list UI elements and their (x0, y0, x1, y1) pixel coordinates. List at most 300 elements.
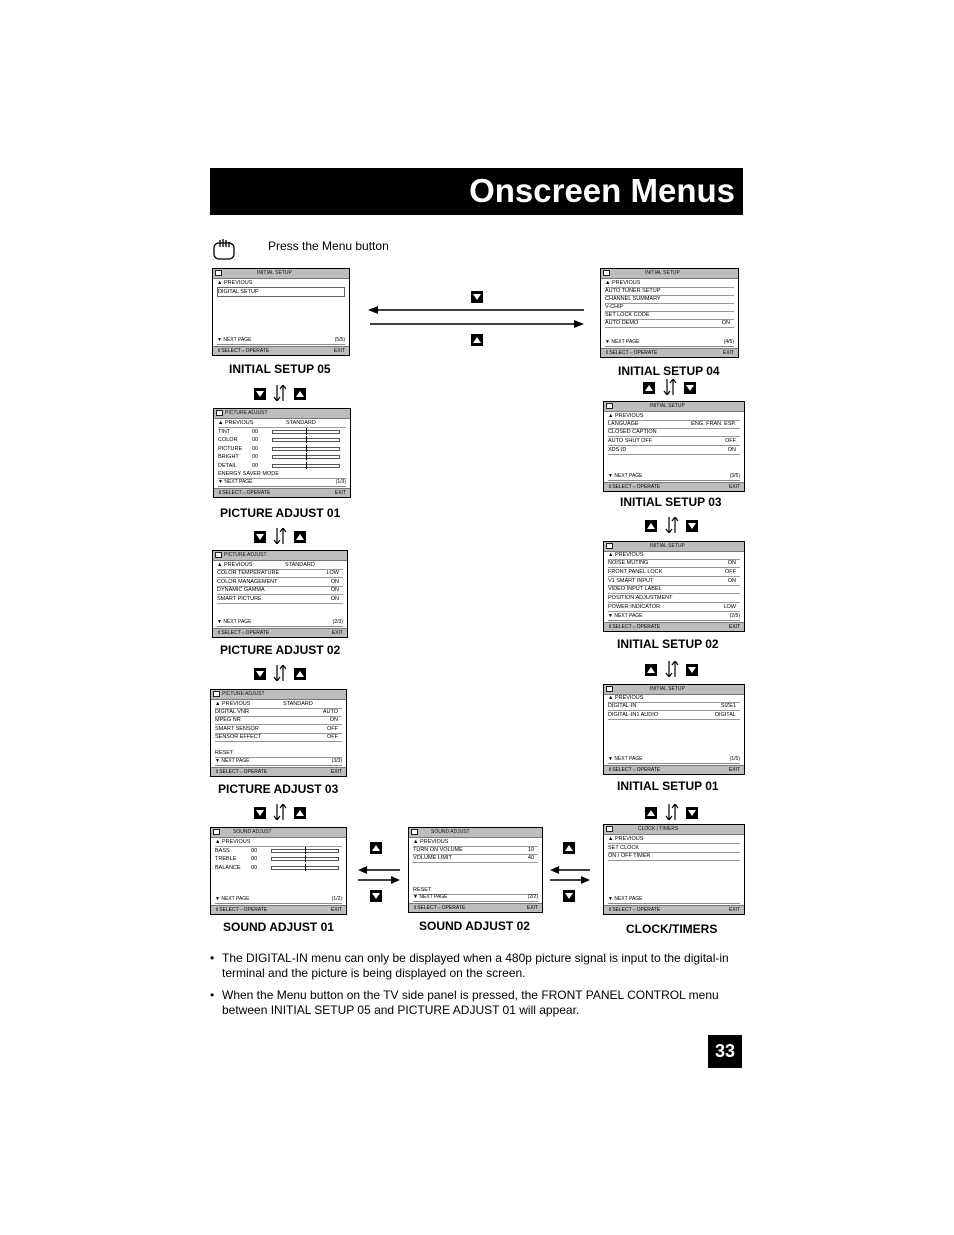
row-label: AUTO SHUT OFF (608, 438, 653, 444)
up-arrow-icon (563, 842, 575, 854)
up-arrow-icon (294, 668, 306, 680)
up-down-arrow-icon (665, 804, 679, 820)
menu-header (214, 409, 350, 419)
previous-label: PREVIOUS (221, 701, 251, 707)
menu-row[interactable] (215, 847, 342, 855)
double-arrow-icon (368, 304, 586, 330)
menu-initial-setup-03 (603, 401, 745, 492)
exit-hint: EXIT (334, 490, 346, 496)
previous-label: PREVIOUS (614, 836, 644, 842)
down-arrow-icon (254, 668, 266, 680)
caption-initial-setup-05: INITIAL SETUP 05 (229, 362, 331, 376)
row-value: 00 (252, 454, 259, 460)
row-label: LANGUAGE (608, 421, 639, 427)
menu-header-title: INITIAL SETUP (257, 270, 292, 276)
slider[interactable] (271, 849, 339, 853)
menu-previous[interactable]: ▲ PREVIOUS (608, 551, 740, 560)
menu-row[interactable] (608, 702, 740, 711)
row-label: DIGITAL-IN (608, 703, 637, 709)
page-indicator: (2/2) (527, 894, 538, 900)
menu-row[interactable] (217, 586, 343, 595)
up-down-arrow-icon (665, 661, 679, 677)
row-label: COLOR MANAGEMENT (217, 579, 278, 585)
operate-hint: OPERATE (245, 348, 270, 354)
previous-label: PREVIOUS (614, 413, 644, 419)
row-value: 00 (252, 437, 259, 443)
operate-hint: OPERATE (246, 490, 271, 496)
next-label: NEXT PAGE (221, 896, 250, 902)
menu-next-page[interactable]: ▼ NEXT PAGE (3/5) (608, 473, 740, 479)
reset-label: RESET (413, 887, 432, 893)
row-value: 00 (252, 429, 259, 435)
note-front-panel: • When the Menu button on the TV side panel is pressed, the FRONT PANEL CONTROL menu between INITIAL SETUP 05 and PICTURE ADJUST 01 will appear. (210, 988, 750, 1020)
row-value: ON (330, 587, 339, 593)
menu-header-title: CLOCK / TIMERS (638, 826, 679, 832)
tv-icon (215, 270, 222, 276)
up-arrow-icon (643, 382, 655, 394)
select-hint: SELECT (221, 348, 241, 354)
slider[interactable] (272, 430, 340, 434)
row-label: PICTURE (218, 446, 243, 452)
select-hint: SELECT (612, 624, 632, 630)
menu-next-page[interactable]: ▼ NEXT PAGE (2/3) (217, 619, 343, 625)
row-label: DETAIL (218, 463, 237, 469)
menu-header-title: INITIAL SETUP (645, 270, 680, 276)
menu-row[interactable] (608, 852, 740, 861)
menu-sound-adjust-02 (408, 827, 543, 913)
menu-next-page[interactable]: ▼ NEXT PAGE (1/2) (215, 896, 342, 902)
row-value: LOW (723, 604, 736, 610)
menu-row[interactable] (608, 437, 740, 446)
menu-header (213, 551, 347, 561)
slider[interactable] (272, 464, 340, 468)
slider[interactable] (272, 438, 340, 442)
double-arrow-icon (358, 866, 400, 884)
operate-hint: OPERATE (636, 767, 661, 773)
operate-hint: OPERATE (441, 905, 466, 911)
exit-hint: EXIT (526, 905, 538, 911)
menu-header (601, 269, 738, 279)
menu-row[interactable] (218, 445, 346, 453)
previous-label: PREVIOUS (223, 280, 253, 286)
row-label: SMART SENSOR (215, 726, 259, 732)
row-value: AUTO (322, 709, 338, 715)
exit-hint: EXIT (330, 907, 342, 913)
note-text: The DIGITAL-IN menu can only be displayed when a 480p picture signal is input to the digital-in terminal and the picture is being displayed on the screen. (222, 951, 729, 980)
menu-initial-setup-01 (603, 684, 745, 775)
previous-label: PREVIOUS (614, 552, 644, 558)
row-label: NOISE MUTING (608, 560, 649, 566)
menu-row[interactable] (608, 559, 740, 568)
menu-row[interactable] (413, 854, 538, 863)
caption-initial-setup-03: INITIAL SETUP 03 (620, 495, 722, 509)
slider[interactable] (272, 455, 340, 459)
menu-next-page[interactable]: ▼ NEXT PAGE (1/5) (608, 756, 740, 762)
previous-label: PREVIOUS (419, 839, 449, 845)
page-indicator: (4/5) (723, 339, 734, 345)
row-label: DYNAMIC GAMMA (217, 587, 265, 593)
menu-header-title: INITIAL SETUP (650, 403, 685, 409)
menu-footer: ⇕SELECT⇔OPERATE EXIT (213, 346, 349, 355)
menu-footer: ⇕SELECT⇔OPERATE EXIT (211, 767, 346, 776)
next-label: NEXT PAGE (223, 619, 252, 625)
row-label: SET LOCK CODE (605, 312, 650, 318)
menu-row[interactable] (215, 864, 342, 872)
up-arrow-icon (294, 388, 306, 400)
menu-next-page[interactable]: ▼ NEXT PAGE (5/5) (217, 337, 345, 343)
menu-row[interactable] (218, 436, 346, 444)
down-arrow-icon (684, 382, 696, 394)
up-arrow-icon (370, 842, 382, 854)
slider[interactable] (272, 447, 340, 451)
down-arrow-icon (563, 890, 575, 902)
row-value: SIZE1 (720, 703, 736, 709)
row-value: OFF (327, 734, 338, 740)
menu-header (604, 402, 744, 412)
row-value: 00 (251, 848, 258, 854)
menu-footer: ⇕SELECT⇔OPERATE EXIT (214, 488, 350, 497)
row-label: POSITION ADJUSTMENT (608, 595, 673, 601)
menu-next-page[interactable]: ▼ NEXT PAGE (3/3) (215, 758, 342, 764)
menu-row[interactable] (215, 733, 342, 742)
row-label: POWER INDICATOR (608, 604, 661, 610)
hand-press-icon (212, 237, 238, 263)
page-indicator: (1/2) (331, 896, 342, 902)
row-value: OFF (725, 438, 736, 444)
row-value: OFF (327, 726, 338, 732)
next-label: NEXT PAGE (223, 337, 252, 343)
menu-row[interactable] (217, 569, 343, 578)
row-label: DIGITAL-IN1 AUDIO (608, 712, 659, 718)
page-indicator: (3/3) (331, 758, 342, 764)
page-title: Onscreen Menus (469, 172, 735, 209)
row-label: TINT (218, 429, 231, 435)
menu-previous[interactable]: ▲ PREVIOUS STANDARD (217, 561, 343, 570)
double-arrow-icon (550, 866, 590, 884)
down-arrow-icon (254, 388, 266, 400)
row-value: LOW (326, 570, 339, 576)
menu-header (409, 828, 542, 838)
row-label: SET CLOCK (608, 845, 640, 851)
row-label: COLOR TEMPERATURE (217, 570, 280, 576)
up-arrow-icon (645, 664, 657, 676)
up-arrow-icon (471, 334, 483, 346)
select-hint: SELECT (612, 484, 632, 490)
menu-picture-adjust-01 (213, 408, 351, 498)
menu-row[interactable] (608, 711, 740, 720)
up-down-arrow-icon (273, 385, 287, 401)
operate-hint: OPERATE (633, 350, 658, 356)
note-text: When the Menu button on the TV side panel is pressed, the FRONT PANEL CONTROL menu between INITIAL SETUP 05 and PICTURE ADJUST 01 will appear. (222, 988, 719, 1017)
select-hint: SELECT (219, 907, 239, 913)
menu-row[interactable] (218, 453, 346, 461)
tv-icon (603, 270, 610, 276)
menu-row[interactable] (608, 594, 740, 603)
caption-picture-adjust-03: PICTURE ADJUST 03 (218, 782, 339, 796)
picture-mode: STANDARD (285, 562, 315, 568)
next-label: NEXT PAGE (614, 473, 643, 479)
menu-reset[interactable] (215, 749, 342, 758)
row-label: CHANNEL SUMMARY (605, 296, 661, 302)
menu-previous[interactable]: ▲ PREVIOUS STANDARD (218, 419, 346, 428)
exit-hint: EXIT (333, 348, 345, 354)
up-down-arrow-icon (273, 528, 287, 544)
menu-row[interactable] (608, 603, 740, 612)
picture-mode: STANDARD (283, 701, 313, 707)
menu-footer: ⇕SELECT⇔OPERATE EXIT (604, 905, 744, 914)
next-label: NEXT PAGE (614, 613, 643, 619)
tv-icon (213, 829, 220, 835)
down-arrow-icon (686, 807, 698, 819)
row-label: MPEG NR (215, 717, 241, 723)
row-label: XDS ID (608, 447, 627, 453)
menu-row[interactable] (215, 855, 342, 863)
menu-header (213, 269, 349, 279)
exit-hint: EXIT (722, 350, 734, 356)
exit-hint: EXIT (331, 630, 343, 636)
row-label: BALANCE (215, 865, 241, 871)
row-value: 10 (527, 847, 534, 853)
tv-icon (213, 691, 220, 697)
previous-label: PREVIOUS (224, 420, 254, 426)
menu-initial-setup-02 (603, 541, 745, 632)
row-value: ON (727, 560, 736, 566)
row-label: TREBLE (215, 856, 237, 862)
menu-next-page[interactable]: ▼ NEXT PAGE (1/3) (218, 479, 346, 485)
menu-header-title: PICTURE ADJUST (222, 691, 265, 697)
down-arrow-icon (686, 664, 698, 676)
row-value: 00 (251, 856, 258, 862)
exit-hint: EXIT (728, 767, 740, 773)
row-value: OFF (725, 569, 736, 575)
down-arrow-icon (370, 890, 382, 902)
menu-header-title: SOUND ADJUST (233, 829, 272, 835)
tv-icon (215, 552, 222, 558)
exit-hint: EXIT (728, 484, 740, 490)
tv-icon (606, 686, 613, 692)
tv-icon (216, 410, 223, 416)
menu-header (211, 690, 346, 700)
down-arrow-icon (686, 520, 698, 532)
page-indicator: (1/3) (335, 479, 346, 485)
row-label: SENSOR EFFECT (215, 734, 262, 740)
next-label: NEXT PAGE (614, 896, 643, 902)
previous-label: PREVIOUS (223, 562, 253, 568)
row-value: ON (330, 596, 339, 602)
down-arrow-icon (471, 291, 483, 303)
row-value: 00 (251, 865, 258, 871)
previous-label: PREVIOUS (221, 839, 251, 845)
menu-row[interactable] (608, 446, 740, 455)
menu-header (604, 825, 744, 835)
menu-footer: ⇕SELECT⇔OPERATE EXIT (601, 348, 738, 357)
next-label: NEXT PAGE (614, 756, 643, 762)
row-label: V-CHIP (605, 304, 624, 310)
row-value: 00 (252, 463, 259, 469)
menu-sound-adjust-01 (210, 827, 347, 915)
row-value: DIGITAL (715, 712, 736, 718)
row-label: SMART PICTURE (217, 596, 262, 602)
menu-header-title: SOUND ADJUST (431, 829, 470, 835)
select-hint: SELECT (219, 769, 239, 775)
menu-next-page[interactable]: ▼ NEXT PAGE (608, 896, 740, 904)
row-value: ON (329, 717, 338, 723)
row-label: VIDEO INPUT LABEL (608, 586, 662, 592)
row-value: ENG. FRAN. ESP. (691, 421, 736, 427)
menu-previous[interactable]: ▲ PREVIOUS (217, 279, 345, 288)
menu-previous[interactable]: ▲ PREVIOUS (215, 838, 342, 847)
menu-previous[interactable]: ▲ PREVIOUS (605, 279, 734, 288)
menu-initial-setup-04 (600, 268, 739, 358)
row-label: FRONT PANEL LOCK (608, 569, 663, 575)
menu-row[interactable] (218, 462, 346, 470)
select-hint: SELECT (222, 490, 242, 496)
menu-row[interactable] (217, 595, 343, 604)
reset-label: RESET (215, 750, 234, 756)
menu-footer: ⇕SELECT⇔OPERATE EXIT (604, 765, 744, 774)
menu-initial-setup-05 (212, 268, 350, 356)
menu-header (211, 828, 346, 838)
menu-previous[interactable]: ▲ PREVIOUS (608, 412, 740, 421)
caption-sound-adjust-01: SOUND ADJUST 01 (223, 920, 334, 934)
up-arrow-icon (645, 520, 657, 532)
caption-picture-adjust-02: PICTURE ADJUST 02 (220, 643, 341, 657)
up-arrow-icon (294, 807, 306, 819)
select-hint: SELECT (612, 767, 632, 773)
tv-icon (606, 543, 613, 549)
row-label: V1 SMART INPUT (608, 578, 654, 584)
exit-hint: EXIT (728, 624, 740, 630)
title-banner (210, 168, 743, 215)
previous-label: PREVIOUS (614, 695, 644, 701)
row-value: ON (721, 320, 730, 326)
caption-initial-setup-02: INITIAL SETUP 02 (617, 637, 719, 651)
previous-label: PREVIOUS (611, 280, 641, 286)
row-label: BRIGHT (218, 454, 239, 460)
menu-row[interactable] (608, 585, 740, 594)
operate-hint: OPERATE (245, 630, 270, 636)
slider[interactable] (271, 866, 339, 870)
note-digital-in: • The DIGITAL-IN menu can only be displayed when a 480p picture signal is input to the digital-in terminal and the picture is being displayed on the screen. (210, 951, 750, 983)
tv-icon (411, 829, 418, 835)
page-indicator: (2/5) (729, 613, 740, 619)
operate-hint: OPERATE (243, 907, 268, 913)
menu-footer: ⇕SELECT⇔OPERATE EXIT (211, 905, 346, 914)
menu-footer: ⇕SELECT⇔OPERATE EXIT (604, 622, 744, 631)
down-arrow-icon (254, 807, 266, 819)
caption-initial-setup-04: INITIAL SETUP 04 (618, 364, 720, 378)
row-label: COLOR (218, 437, 238, 443)
tv-icon (606, 403, 613, 409)
menu-footer: ⇕SELECT⇔OPERATE EXIT (409, 903, 542, 912)
operate-hint: OPERATE (636, 484, 661, 490)
row-label: DIGITAL VNR (215, 709, 249, 715)
exit-hint: EXIT (330, 769, 342, 775)
caption-clock-timers: CLOCK/TIMERS (626, 922, 718, 936)
menu-previous[interactable]: ▲ PREVIOUS (413, 838, 538, 847)
operate-hint: OPERATE (243, 769, 268, 775)
menu-row[interactable] (605, 319, 734, 328)
page-indicator: (2/3) (332, 619, 343, 625)
down-arrow-icon (254, 531, 266, 543)
menu-previous[interactable]: ▲ PREVIOUS (608, 835, 740, 844)
page-indicator: (3/5) (729, 473, 740, 479)
slider[interactable] (271, 857, 339, 861)
up-arrow-icon (294, 531, 306, 543)
menu-picture-adjust-03 (210, 689, 347, 777)
menu-clock-timers (603, 824, 745, 915)
menu-footer: ⇕SELECT⇔OPERATE EXIT (604, 482, 744, 491)
menu-header-title: INITIAL SETUP (650, 686, 685, 692)
select-hint: SELECT (612, 907, 632, 913)
select-hint: SELECT (221, 630, 241, 636)
menu-row[interactable] (215, 716, 342, 725)
select-hint: SELECT (417, 905, 437, 911)
menu-header-title: PICTURE ADJUST (225, 410, 268, 416)
menu-previous[interactable]: ▲ PREVIOUS (608, 694, 740, 703)
row-label: ENERGY SAVER MODE (218, 471, 279, 477)
press-menu-instruction: Press the Menu button (268, 239, 389, 253)
menu-next-page[interactable]: ▼ NEXT PAGE (4/5) (605, 339, 734, 345)
up-down-arrow-icon (663, 379, 677, 395)
caption-initial-setup-01: INITIAL SETUP 01 (617, 779, 719, 793)
next-label: NEXT PAGE (611, 339, 640, 345)
select-hint: SELECT (609, 350, 629, 356)
caption-sound-adjust-02: SOUND ADJUST 02 (419, 919, 530, 933)
menu-row[interactable] (217, 287, 345, 297)
menu-row[interactable] (218, 428, 346, 436)
page-number: 33 (708, 1035, 742, 1068)
row-value: 00 (252, 446, 259, 452)
row-value: ON (727, 447, 736, 453)
menu-previous[interactable]: ▲ PREVIOUS STANDARD (215, 700, 342, 709)
next-label: NEXT PAGE (419, 894, 448, 900)
row-value: 40 (527, 855, 534, 861)
menu-next-page[interactable]: ▼ NEXT PAGE (2/2) (413, 894, 538, 900)
row-label: DIGITAL SETUP (218, 289, 259, 295)
page-indicator: (1/5) (729, 756, 740, 762)
menu-header-title: INITIAL SETUP (650, 543, 685, 549)
row-label: CLOSED CAPTION (608, 429, 657, 435)
row-label: AUTO DEMO (605, 320, 639, 326)
menu-picture-adjust-02 (212, 550, 348, 638)
next-label: NEXT PAGE (224, 479, 253, 485)
menu-next-page[interactable]: ▼ NEXT PAGE (2/5) (608, 613, 740, 619)
row-label: TURN ON VOLUME (413, 847, 463, 853)
operate-hint: OPERATE (636, 624, 661, 630)
row-value: ON (330, 579, 339, 585)
row-value: ON (727, 578, 736, 584)
menu-row[interactable] (608, 428, 740, 437)
tv-icon (606, 826, 613, 832)
operate-hint: OPERATE (636, 907, 661, 913)
picture-mode: STANDARD (286, 420, 316, 426)
up-down-arrow-icon (665, 517, 679, 533)
exit-hint: EXIT (728, 907, 740, 913)
up-down-arrow-icon (273, 665, 287, 681)
row-label: VOLUME LIMIT (413, 855, 452, 861)
next-label: NEXT PAGE (221, 758, 250, 764)
menu-row[interactable] (608, 568, 740, 577)
menu-footer: ⇕SELECT⇔OPERATE EXIT (213, 628, 347, 637)
menu-header-title: PICTURE ADJUST (224, 552, 267, 558)
page-indicator: (5/5) (334, 337, 345, 343)
caption-picture-adjust-01: PICTURE ADJUST 01 (220, 506, 341, 520)
menu-row[interactable] (218, 470, 346, 479)
up-down-arrow-icon (273, 804, 287, 820)
row-label: AUTO TUNER SETUP (605, 288, 661, 294)
row-label: ON / OFF TIMER (608, 853, 651, 859)
